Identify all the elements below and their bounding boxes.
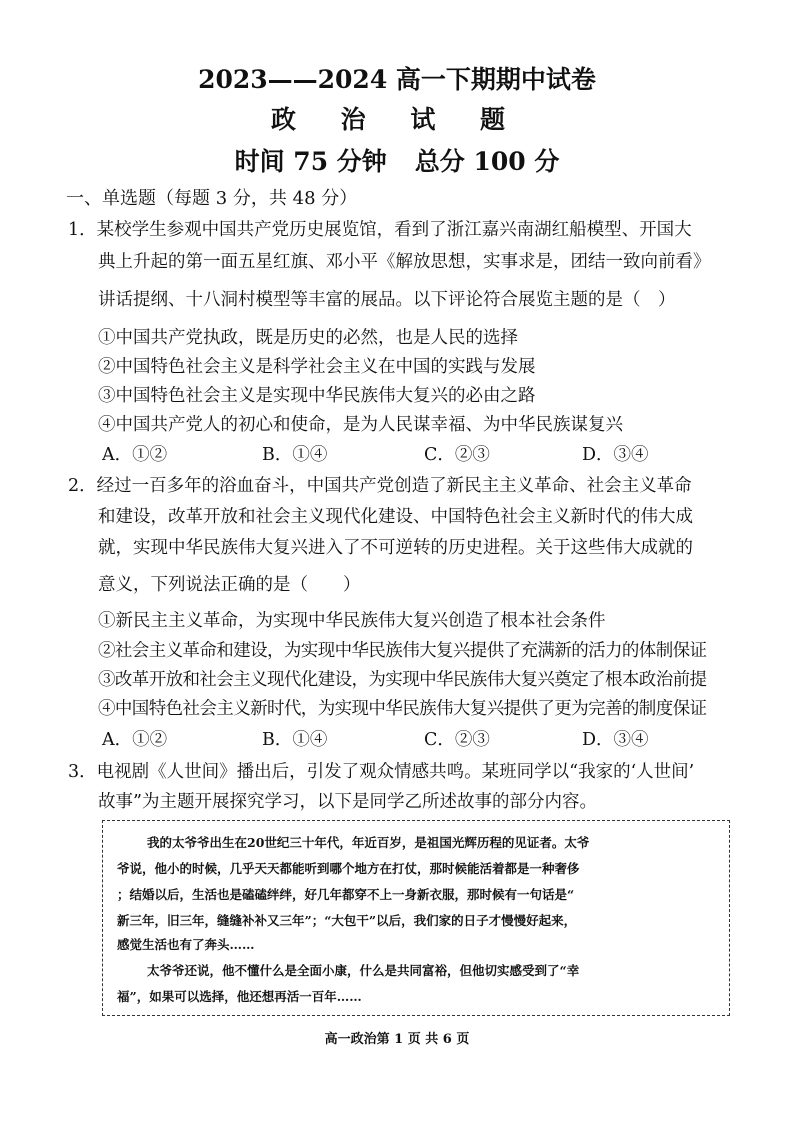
q2-stem-line: 和建设，改革开放和社会主义现代化建设、中国特色社会主义新时代的伟大成: [98, 507, 693, 527]
page-footer: 高一政治第 1 页 共 6 页: [324, 1032, 470, 1047]
q1-item: ①中国共产党执政，既是历史的必然，也是人民的选择: [98, 328, 518, 348]
q1-option-d: D．③④: [582, 445, 649, 465]
story-line: 感觉生活也有了奔头……: [117, 937, 255, 952]
story-line: 福”，如果可以选择，他还想再活一百年……: [117, 989, 362, 1004]
time-limit: 时间 75 分钟: [234, 147, 387, 176]
q1-item: ④中国共产党人的初心和使命，是为人民谋幸福、为中华民族谋复兴: [98, 415, 623, 435]
q1-option-b: B．①④: [262, 445, 328, 465]
subject-title: 政 治 试 题: [270, 105, 524, 134]
q2-item: ③改革开放和社会主义现代化建设，为实现中华民族伟大复兴奠定了根本政治前提: [98, 670, 707, 690]
story-excerpt-box: [102, 820, 730, 1016]
q1-stem-line: 1．某校学生参观中国共产党历史展览馆，看到了浙江嘉兴南湖红船模型、开国大: [68, 220, 692, 240]
section-heading: 一、单选题（每题 3 分，共 48 分）: [66, 188, 358, 209]
q3-stem-line: 故事”为主题开展探究学习，以下是同学乙所述故事的部分内容。: [98, 792, 597, 812]
q2-stem-line: 意义，下列说法正确的是（ ）: [98, 575, 361, 595]
q2-option-c: C．②③: [424, 730, 490, 750]
story-line: 太爷爷还说，他不懂什么是全面小康，什么是共同富裕，但他切实感受到了“幸: [147, 963, 580, 978]
exam-title: 2023——2024 高一下期期中试卷: [198, 65, 596, 94]
exam-info: [0, 142, 794, 178]
story-line: 爷说，他小的时候，几乎天天都能听到哪个地方在打仗，那时候能活着都是一种奢侈: [117, 861, 580, 876]
q1-option-a: A．①②: [102, 445, 168, 465]
q2-item: ①新民主主义革命，为实现中华民族伟大复兴创造了根本社会条件: [98, 611, 606, 631]
q1-stem-line: 典上升起的第一面五星红旗、邓小平《解放思想，实事求是，团结一致向前看》: [98, 252, 711, 272]
q2-option-b: B．①④: [262, 730, 328, 750]
q2-item: ④中国特色社会主义新时代，为实现中华民族伟大复兴提供了更为完善的制度保证: [98, 699, 707, 719]
q2-option-a: A．①②: [102, 730, 168, 750]
q1-option-c: C．②③: [424, 445, 490, 465]
q2-stem-line: 就，实现中华民族伟大复兴进入了不可逆转的历史进程。关于这些伟大成就的: [98, 538, 693, 558]
q2-stem-line: 2．经过一百多年的浴血奋斗，中国共产党创造了新民主主义革命、社会主义革命: [68, 476, 692, 496]
q2-item: ②社会主义革命和建设，为实现中华民族伟大复兴提供了充满新的活力的体制保证: [98, 641, 707, 661]
q3-stem-line: 3．电视剧《人世间》播出后，引发了观众情感共鸣。某班同学以“我家的‘人世间’: [68, 762, 695, 782]
q1-stem-line: 讲话提纲、十八洞村模型等丰富的展品。以下评论符合展览主题的是（ ）: [98, 290, 676, 310]
story-line: ；结婚以后，生活也是磕磕绊绊，好几年都穿不上一身新衣服，那时候有一句话是“: [117, 887, 575, 902]
q2-option-d: D．③④: [582, 730, 649, 750]
total-score: 总分 100 分: [414, 147, 560, 176]
q1-item: ③中国特色社会主义是实现中华民族伟大复兴的必由之路: [98, 386, 536, 406]
q1-item: ②中国特色社会主义是科学社会主义在中国的实践与发展: [98, 357, 536, 377]
story-line: 新三年，旧三年，缝缝补补又三年”；“大包干”以后，我们家的日子才慢慢好起来，: [117, 913, 577, 928]
story-line: 我的太爷爷出生在20世纪三十年代，年近百岁，是祖国光辉历程的见证者。太爷: [147, 835, 590, 850]
